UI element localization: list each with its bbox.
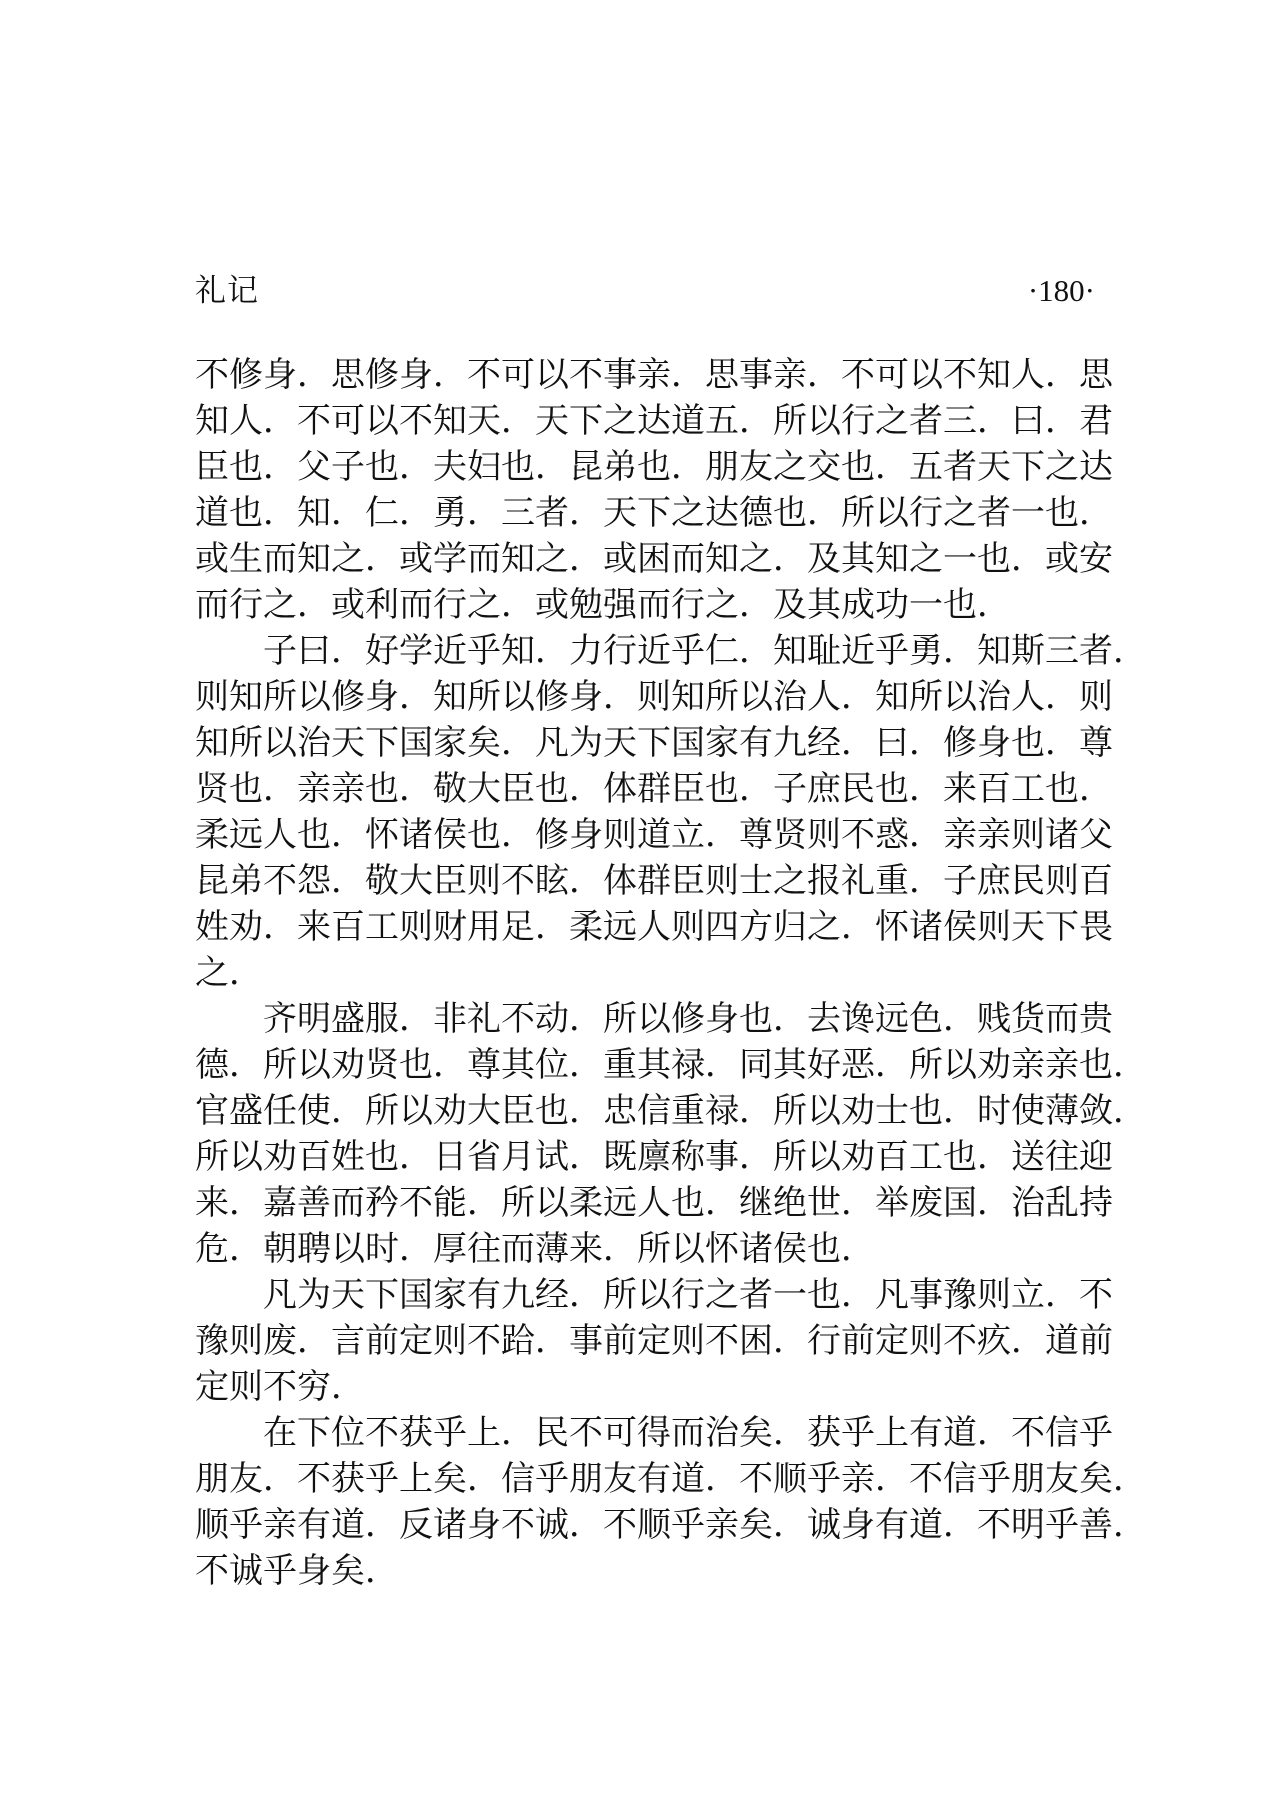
text-line: 来．嘉善而矜不能．所以柔远人也．继绝世．举废国．治乱持 (195, 1183, 1113, 1223)
text-line: 知所以治天下国家矣．凡为天下国家有九经．曰．修身也．尊 (195, 723, 1113, 763)
text-line: 臣也．父子也．夫妇也．昆弟也．朋友之交也．五者天下之达 (195, 447, 1113, 487)
text-line: 而行之．或利而行之．或勉强而行之．及其成功一也． (195, 585, 1011, 625)
text-line: 子曰．好学近乎知．力行近乎仁．知耻近乎勇．知斯三者． (263, 631, 1147, 671)
text-line: 豫则废．言前定则不跲．事前定则不困．行前定则不疚．道前 (195, 1321, 1113, 1361)
book-title: 礼记 (195, 273, 259, 309)
text-line: 不诚乎身矣． (195, 1551, 399, 1591)
text-line: 道也．知．仁．勇．三者．天下之达德也．所以行之者一也． (195, 493, 1113, 533)
text-line: 德．所以劝贤也．尊其位．重其禄．同其好恶．所以劝亲亲也． (195, 1045, 1147, 1085)
text-line: 柔远人也．怀诸侯也．修身则道立．尊贤则不惑．亲亲则诸父 (195, 815, 1113, 855)
text-line: 齐明盛服．非礼不动．所以修身也．去谗远色．贱货而贵 (263, 999, 1113, 1039)
text-line: 贤也．亲亲也．敬大臣也．体群臣也．子庶民也．来百工也． (195, 769, 1113, 809)
text-line: 则知所以修身．知所以修身．则知所以治人．知所以治人．则 (195, 677, 1113, 717)
text-line: 姓劝．来百工则财用足．柔远人则四方归之．怀诸侯则天下畏 (195, 907, 1113, 947)
text-line: 危．朝聘以时．厚往而薄来．所以怀诸侯也． (195, 1229, 875, 1269)
text-line: 昆弟不怨．敬大臣则不眩．体群臣则士之报礼重．子庶民则百 (195, 861, 1113, 901)
text-line: 朋友．不获乎上矣．信乎朋友有道．不顺乎亲．不信乎朋友矣． (195, 1459, 1147, 1499)
text-line: 官盛任使．所以劝大臣也．忠信重禄．所以劝士也．时使薄敛． (195, 1091, 1147, 1131)
text-line: 凡为天下国家有九经．所以行之者一也．凡事豫则立．不 (263, 1275, 1113, 1315)
page-header (195, 268, 1095, 314)
text-line: 在下位不获乎上．民不可得而治矣．获乎上有道．不信乎 (263, 1413, 1113, 1453)
page-number: ·180· (1027, 273, 1095, 308)
text-line: 顺乎亲有道．反诸身不诚．不顺乎亲矣．诚身有道．不明乎善． (195, 1505, 1147, 1545)
text-line: 或生而知之．或学而知之．或困而知之．及其知之一也．或安 (195, 539, 1113, 579)
text-line: 定则不穷． (195, 1367, 365, 1407)
body-text (195, 352, 1147, 1594)
text-line: 所以劝百姓也．日省月试．既廪称事．所以劝百工也．送往迎 (195, 1137, 1113, 1177)
text-line: 之． (195, 953, 263, 993)
text-line: 知人．不可以不知天．天下之达道五．所以行之者三．曰．君 (195, 401, 1113, 441)
text-line: 不修身．思修身．不可以不事亲．思事亲．不可以不知人．思 (195, 355, 1113, 395)
